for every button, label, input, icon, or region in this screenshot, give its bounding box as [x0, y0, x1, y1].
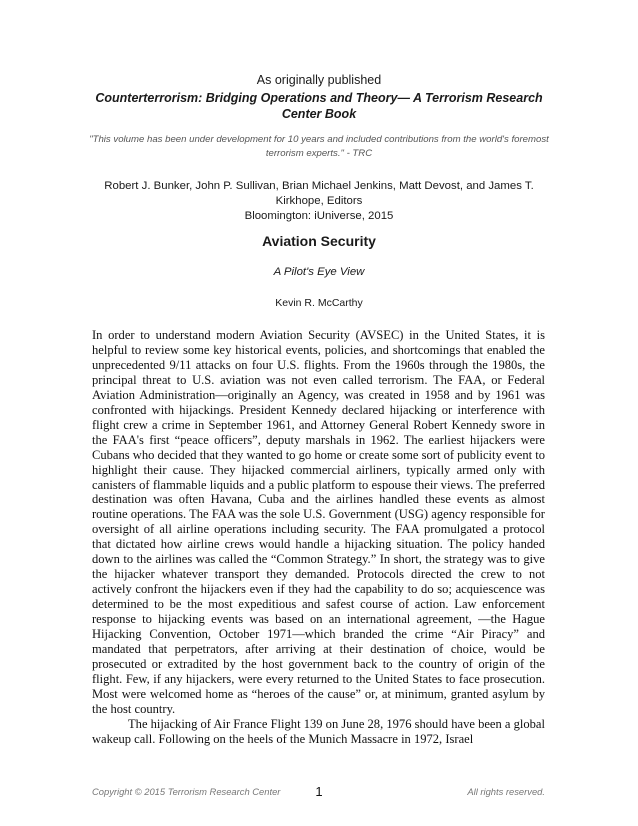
- article-title: Aviation Security: [262, 233, 376, 249]
- article-subtitle: A Pilot's Eye View: [273, 266, 365, 278]
- book-quote: "This volume has been under development for 10 years and included contributions from the world's foremost terrorism experts." - TRC: [89, 134, 549, 159]
- editors-line: Robert J. Bunker, John P. Sullivan, Brian Michael Jenkins, Matt Devost, and James T. Kirkhope, Editors: [104, 180, 534, 207]
- book-title: Counterterrorism: Bridging Operations and Theory— A Terrorism Research Center Book: [95, 91, 543, 121]
- page-number: 1: [315, 784, 323, 799]
- body-paragraph: In order to understand modern Aviation Security (AVSEC) in the United States, it is helpful to review some key historical events, policies, and shortcomings that enabled the unprecedented 9/11 attacks on four U.S. flights. From the 1960s through the 1980s, the principal threat to U.S. aviation was not even called terrorism. The FAA, or Federal Aviation Administration—originally an Agency, was created in 1958 and by 1961 was confronted with hijackings. President Kennedy declared hijacking or interference with flight crew a crime in September 1961, and Attorney General Robert Kennedy swore in the FAA's first “peace officers”, deputy marshals in 1962. The earliest hijackers were Cubans who decided that they wanted to go home or create some sort of publicity event to highlight their cause. They hijacked commercial airliners, typically armed only with canisters of flammable liquids and a public platform to espouse their views. The preferred destination was often Havana, Cuba and the airlines handled these events as almost routine operations. The FAA was the sole U.S. Government (USG) agency responsible for oversight of all airline operations including security. The FAA promulgated a protocol that dictated how airline crews would handle a hijacking situation. The policy handed down to the airlines was called the “Common Strategy.” In short, the strategy was to give the hijacker whatever transport they demanded. Protocols directed the crew to not actively confront the hijackers even if they had the capability to do so; acquiescence was determined to be the most expeditious and safest course of action. Law enforcement response to hijacking events was based on an international agreement, —the Hague Hijacking Convention, October 1971—which branded the crime “Air Piracy” and mandated that perpetrators, after arriving at their destination of choice, would be prosecuted or extradited by the host government back to the country of origin of the flight. Few, if any hijackers, were every returned to the United States to face prosecution. Most were welcomed home as “heroes of the cause” or, at minimum, granted asylum by the host country.: [92, 328, 545, 716]
- publication-note: As originally published: [256, 73, 382, 87]
- footer-rights: All rights reserved.: [467, 786, 545, 797]
- editors-block: [90, 179, 548, 224]
- body-paragraph: The hijacking of Air France Flight 139 on June 28, 1976 should have been a global wakeup call. Following on the heels of the Munich Massacre in 1972, Israel: [92, 716, 545, 746]
- publisher-line: Bloomington: iUniverse, 2015: [244, 210, 394, 222]
- footer-copyright: Copyright © 2015 Terrorism Research Center: [92, 786, 281, 797]
- article-body: [92, 328, 545, 747]
- article-author: Kevin R. McCarthy: [275, 297, 363, 309]
